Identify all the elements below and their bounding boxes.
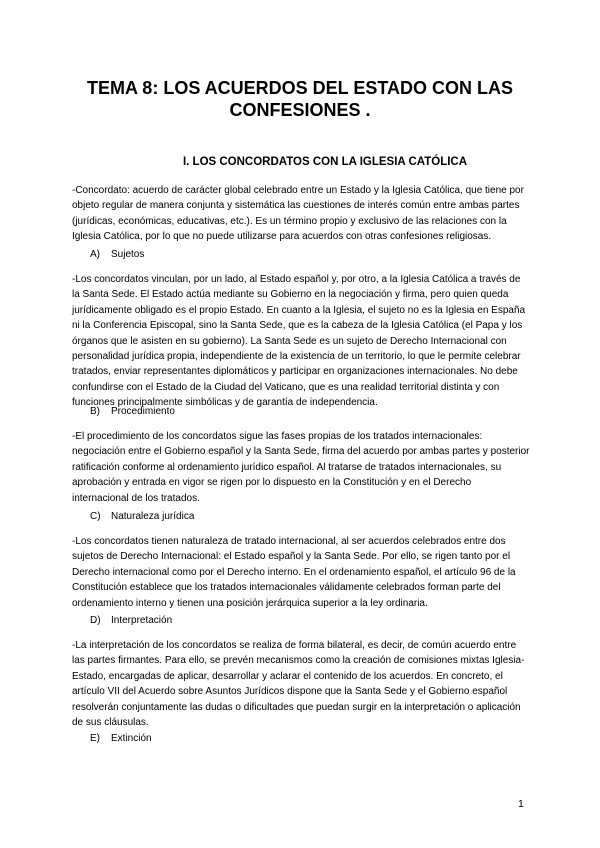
title-line-1: TEMA 8: LOS ACUERDOS DEL ESTADO CON LAS [86, 78, 514, 98]
subsection-title: Sujetos [111, 249, 145, 260]
subsection-title: Procedimiento [111, 406, 175, 417]
subsection-heading-naturaleza-juridica [90, 510, 194, 524]
subsection-title: Extinción [111, 733, 152, 744]
page-number: 1 [518, 798, 524, 810]
subsection-text-naturaleza-juridica: -Los concordatos tienen naturaleza de tratado internacional, al ser acuerdos celebrados entre dos sujetos de Derecho Internacional: el Estado español y la Santa Sede. Por ello, se rigen tanto por el Derecho internacional como por el Derecho interno. En el ordenamiento español, el artículo 96 de la Constitución establece que los tratados internacionales válidamente celebrados forman parte del ordenamiento interno y tienen una posición jerárquica superior a la ley ordinaria. [72, 536, 516, 609]
subsection-letter: A) [90, 249, 100, 260]
subsection-title: Naturaleza jurídica [111, 511, 195, 522]
subsection-letter: B) [90, 406, 100, 417]
subsection-title: Interpretación [111, 615, 173, 626]
subsection-heading-interpretacion [90, 614, 172, 628]
subsection-letter: E) [90, 733, 100, 744]
subsection-heading-sujetos [90, 248, 144, 262]
subsection-letter: C) [90, 511, 101, 522]
subsection-heading-procedimiento [90, 405, 175, 419]
title-line-2: CONFESIONES . [229, 100, 371, 120]
subsection-text-interpretacion: -La interpretación de los concordatos se realiza de forma bilateral, es decir, de común acuerdo entre las partes firmantes. Para ello, se prevén mecanismos como la creación de comisiones mixtas Iglesia-Estado, encargadas de aplicar, desarrollar y aclarar el contenido de los acuerdos. En concreto, el artículo VII del Acuerdo sobre Asuntos Jurídicos dispone que la Santa Sede y el Gobierno español resolverán conjuntamente las dudas o dificultades que puedan surgir en la interpretación o aplicación de sus cláusulas. [72, 640, 525, 729]
section-heading: I. LOS CONCORDATOS CON LA IGLESIA CATÓLICA [182, 156, 468, 168]
subsection-letter: D) [90, 615, 101, 626]
intro-paragraph: -Concordato: acuerdo de carácter global celebrado entre un Estado y la Iglesia Católica, que tiene por objeto regular de manera conjunta y sistemática las cuestiones de interés común entre ambas partes (jurídicas, económicas, educativas, etc.). Es un término propio y exclusivo de las relaciones con la Iglesia Católica, por lo que no puede utilizarse para acuerdos con otras confesiones religiosas. [72, 185, 524, 243]
subsection-text-sujetos: -Los concordatos vinculan, por un lado, al Estado español y, por otro, a la Iglesia Católica a través de la Santa Sede. El Estado actúa mediante su Gobierno en la negociación y firma, pero quien queda jurídicamente obligado es el propio Estado. En cuanto a la Iglesia, el sujeto no es la Iglesia en España ni la Conferencia Episcopal, sino la Santa Sede, que es la cabeza de la Iglesia Católica (el Papa y los órganos que le asisten en su gobierno). La Santa Sede es un sujeto de Derecho Internacional con personalidad jurídica propia, independiente de la existencia de un territorio, lo que le permite celebrar tratados, enviar representantes diplomáticos y participar en organizaciones internacionales. No debe confundirse con el Estado de la Ciudad del Vaticano, que es una realidad territorial distinta y con funciones principalmente simbólicas y de garantía de independencia. [72, 274, 526, 409]
subsection-text-procedimiento: -El procedimiento de los concordatos sigue las fases propias de los tratados internacionales: negociación entre el Gobierno español y la Santa Sede, firma del acuerdo por ambas partes y posterior ratificación conforme al ordenamiento jurídico español. Al tratarse de tratados internacionales, su aprobación y entrada en vigor se rigen por lo dispuesto en la Constitución y en el Derecho internacional de los tratados. [72, 431, 530, 504]
subsection-heading-extincion [90, 732, 152, 746]
document-title [60, 77, 540, 121]
